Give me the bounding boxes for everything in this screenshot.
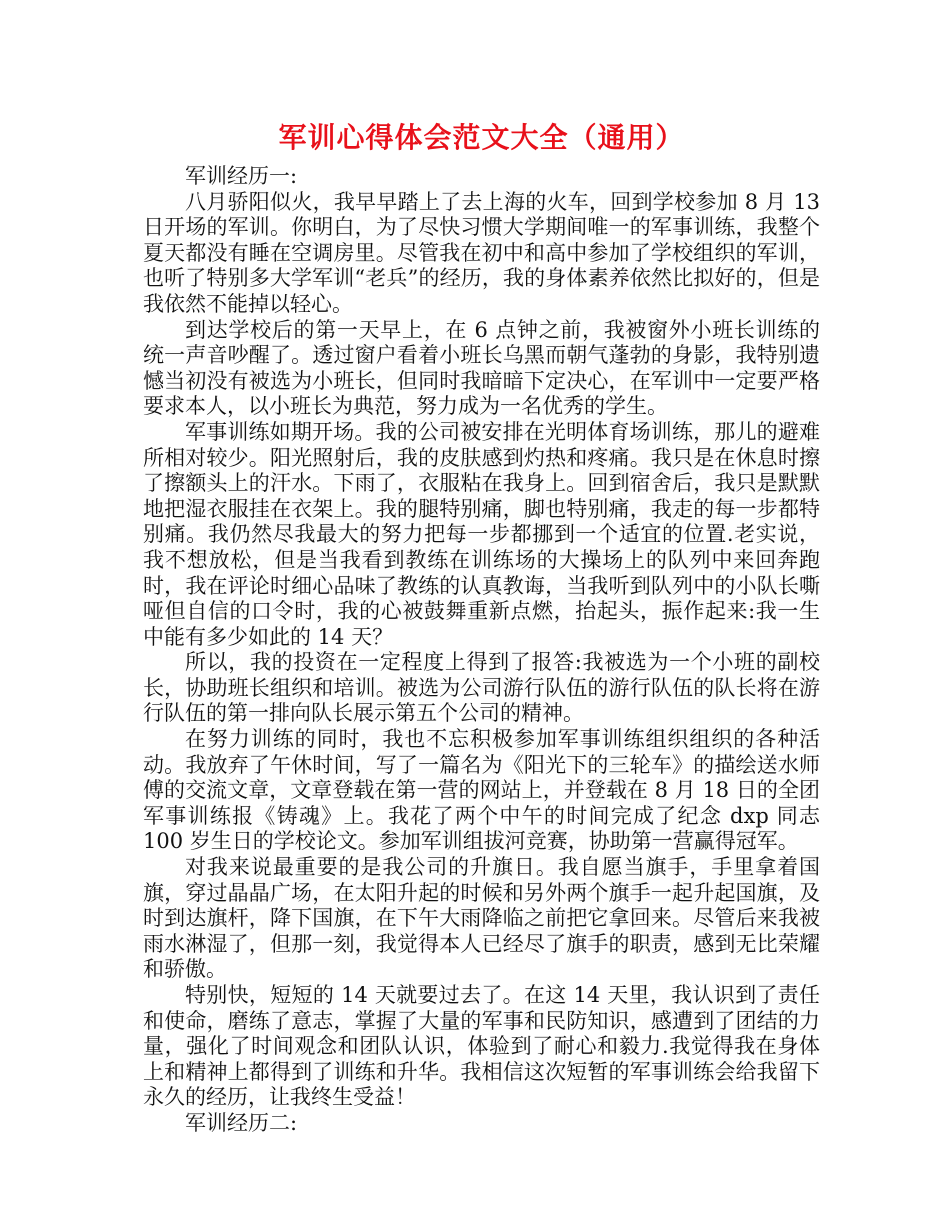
paragraph-7: 特别快，短短的 14 天就要过去了。在这 14 天里，我认识到了责任和使命，磨练了意志，掌握了大量的军事和民防知识，感遭到了团结的力量，强化了时间观念和团队认识，体验到了耐心和毅力.我觉得我在身体上和精神上都得到了训练和升华。我相信这次短暂的军事训练会给我留下永久的经历，让我终生受益！ xyxy=(143,983,820,1110)
section-heading-2: 军训经历二: xyxy=(185,1110,298,1135)
paragraph-3: 军事训练如期开场。我的公司被安排在光明体育场训练，那儿的避难所相对较少。阳光照射后，我的皮肤感到灼热和疼痛。我只是在休息时擦了擦额头上的汗水。下雨了，衣服粘在我身上。回到宿舍后，我只是默默地把湿衣服挂在衣架上。我的腿特别痛，脚也特别痛，我走的每一步都特别痛。我仍然尽我最大的努力把每一步都挪到一个适宜的位置.老实说，我不想放松，但是当我看到教练在训练场的大操场上的队列中来回奔跑时，我在评论时细心品味了教练的认真教诲，当我听到队列中的小队长嘶哑但自信的口令时，我的心被鼓舞重新点燃，抬起头，振作起来:我一生中能有多少如此的 14 天？ xyxy=(143,419,820,649)
paragraph-6: 对我来说最重要的是我公司的升旗日。我自愿当旗手，手里拿着国旗，穿过晶晶广场，在太阳升起的时候和另外两个旗手一起升起国旗，及时到达旗杆，降下国旗，在下午大雨降临之前把它拿回来。尽管后来我被雨水淋湿了，但那一刻，我觉得本人已经尽了旗手的职责，感到无比荣耀和骄傲。 xyxy=(143,855,820,982)
paragraph-4: 所以，我的投资在一定程度上得到了报答:我被选为一个小班的副校长，协助班长组织和培训。被选为公司游行队伍的游行队伍的队长将在游行队伍的第一排向队长展示第五个公司的精神。 xyxy=(143,650,820,726)
document-body xyxy=(143,164,820,1137)
section-heading-1: 军训经历一: xyxy=(185,164,298,188)
document-page xyxy=(143,118,820,1137)
document-title: 军训心得体会范文大全（通用） xyxy=(278,121,685,154)
paragraph-1: 八月骄阳似火，我早早踏上了去上海的火车，回到学校参加 8 月 13 日开场的军训。你明白，为了尽快习惯大学期间唯一的军事训练，我整个夏天都没有睡在空调房里。尽管我在初中和高中参加了学校组织的军训，也听了特别多大学军训“老兵”的经历，我的身体素养依然比拟好的，但是我依然不能掉以轻心。 xyxy=(143,189,820,316)
paragraph-2: 到达学校后的第一天早上，在 6 点钟之前，我被窗外小班长训练的统一声音吵醒了。透过窗户看着小班长乌黑而朝气蓬勃的身影，我特别遗憾当初没有被选为小班长，但同时我暗暗下定决心，在军训中一定要严格要求本人，以小班长为典范，努力成为一名优秀的学生。 xyxy=(143,317,820,419)
paragraph-5: 在努力训练的同时，我也不忘积极参加军事训练组织组织的各种活动。我放弃了午休时间，写了一篇名为《阳光下的三轮车》的描绘送水师傅的交流文章，文章登载在第一营的网站上，并登载在 8 月 18 日的全团军事训练报《铸魂》上。我花了两个中午的时间完成了纪念 dxp 同志 100 岁生日的学校论文。参加军训组拔河竞赛，协助第一营赢得冠军。 xyxy=(143,727,820,854)
